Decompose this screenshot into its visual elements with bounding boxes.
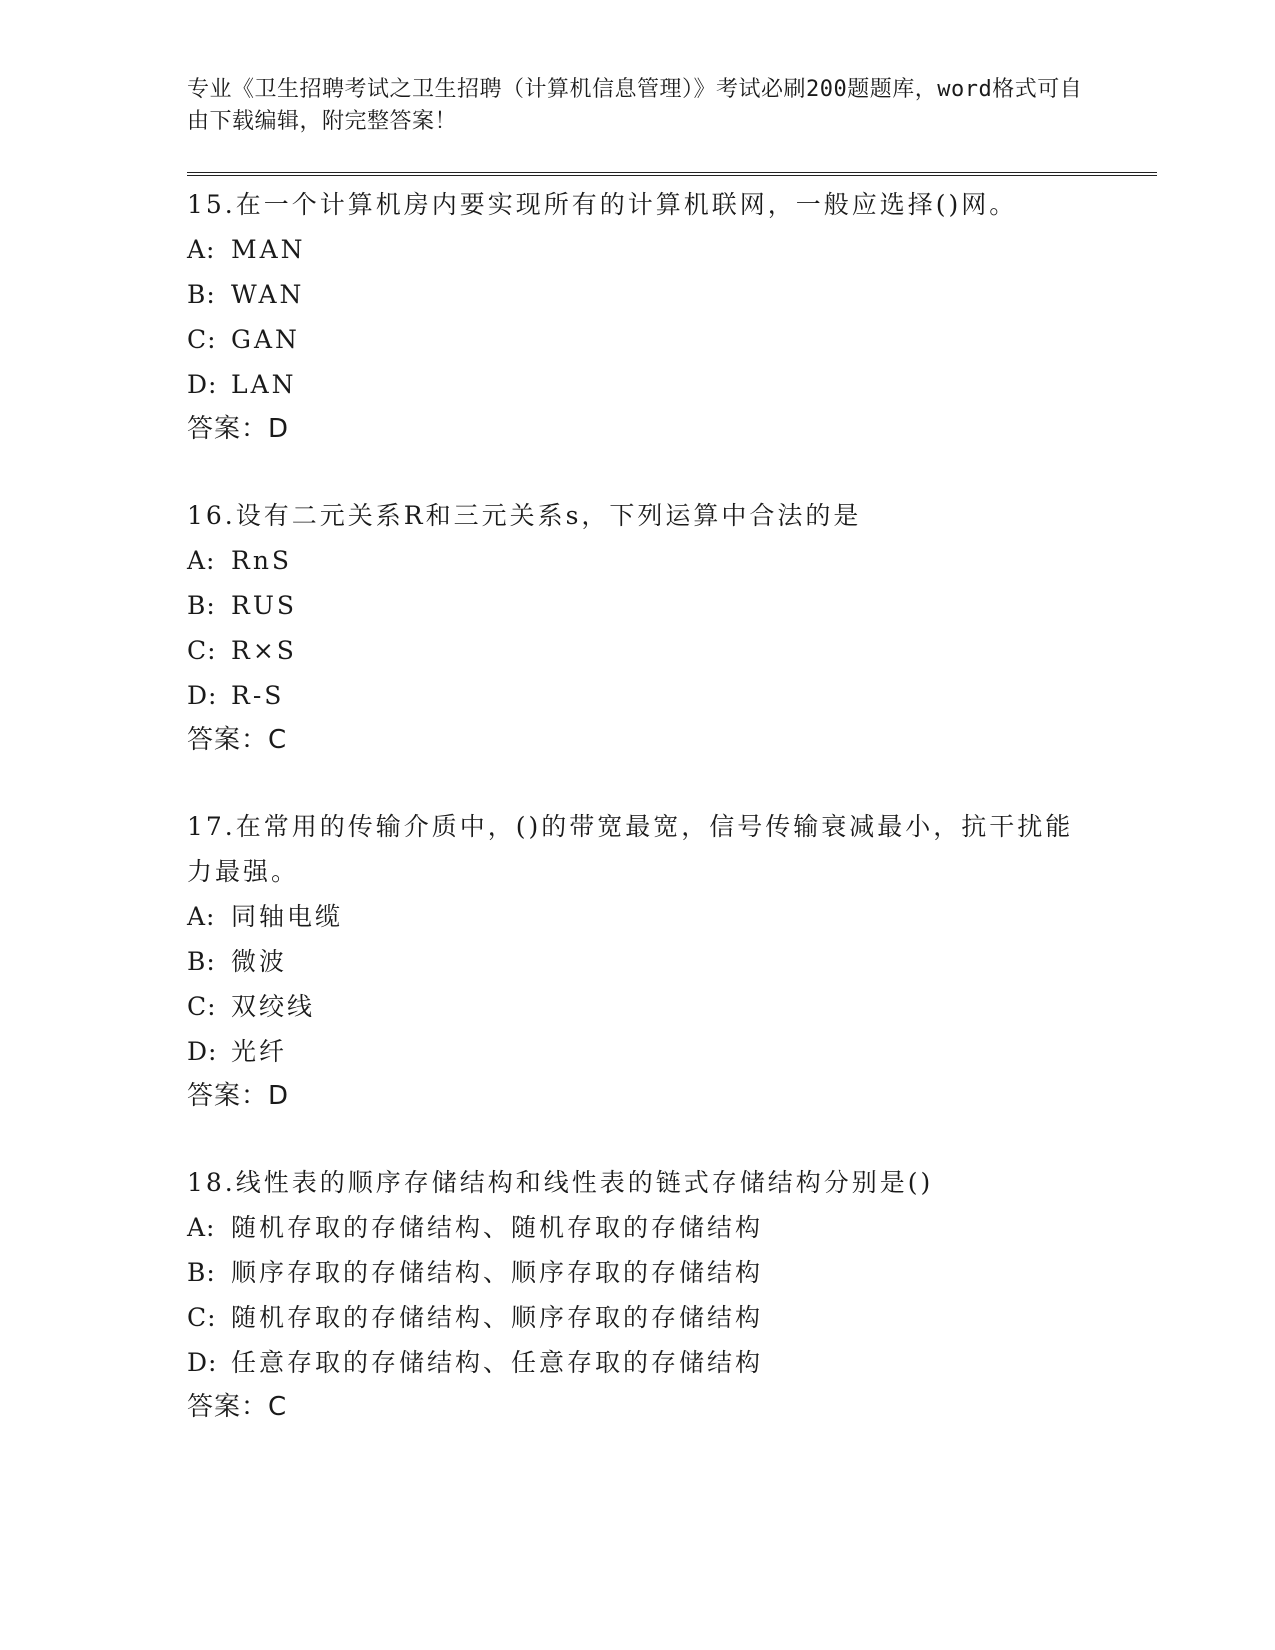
question-stem: 17.在常用的传输介质中，()的带宽最宽，信号传输衰减最小，抗干扰能力最强。	[187, 812, 1074, 886]
header-divider	[187, 172, 1157, 176]
question-option	[187, 984, 1157, 1029]
option-text: 双绞线	[231, 992, 316, 1021]
option-letter: D:	[187, 681, 218, 710]
option-text: 同轴电缆	[231, 902, 344, 931]
question-option	[187, 673, 1157, 718]
question-item	[187, 1160, 1157, 1430]
question-option	[187, 538, 1157, 583]
question-answer: 答案：C	[187, 725, 288, 755]
question-option	[187, 1250, 1157, 1295]
option-letter: D:	[187, 1037, 218, 1066]
question-answer: 答案：D	[187, 1081, 290, 1111]
question-option	[187, 362, 1157, 407]
option-letter: C:	[187, 636, 217, 665]
question-option	[187, 1205, 1157, 1250]
option-letter: A:	[187, 235, 216, 264]
option-text: MAN	[231, 235, 306, 264]
option-letter: D:	[187, 370, 218, 399]
option-text: LAN	[231, 370, 297, 399]
question-item	[187, 182, 1157, 452]
question-list	[187, 182, 1157, 1430]
option-text: RnS	[231, 546, 293, 575]
question-answer: 答案：C	[187, 1392, 288, 1422]
option-text: 微波	[231, 947, 288, 976]
option-letter: A:	[187, 546, 216, 575]
option-letter: D:	[187, 1348, 218, 1377]
document-page	[187, 74, 1157, 1471]
option-text: 随机存取的存储结构、随机存取的存储结构	[231, 1213, 764, 1242]
question-option	[187, 894, 1157, 939]
option-letter: B:	[187, 280, 216, 309]
option-text: 随机存取的存储结构、顺序存取的存储结构	[231, 1303, 764, 1332]
question-item	[187, 804, 1157, 1119]
option-text: R-S	[231, 681, 285, 710]
question-stem: 16.设有二元关系R和三元关系s，下列运算中合法的是	[187, 501, 862, 530]
question-option	[187, 272, 1157, 317]
question-option	[187, 1295, 1157, 1340]
option-text: R×S	[231, 636, 297, 665]
question-option	[187, 317, 1157, 362]
question-item	[187, 493, 1157, 763]
option-text: WAN	[231, 280, 305, 309]
question-option	[187, 227, 1157, 272]
option-letter: C:	[187, 992, 217, 1021]
option-text: 光纤	[231, 1037, 288, 1066]
option-letter: C:	[187, 325, 217, 354]
option-text: RUS	[231, 591, 298, 620]
option-letter: A:	[187, 902, 216, 931]
option-text: 任意存取的存储结构、任意存取的存储结构	[231, 1348, 764, 1377]
question-stem: 15.在一个计算机房内要实现所有的计算机联网，一般应选择()网。	[187, 190, 1018, 219]
option-letter: B:	[187, 947, 216, 976]
option-letter: B:	[187, 591, 216, 620]
option-letter: C:	[187, 1303, 217, 1332]
option-letter: A:	[187, 1213, 216, 1242]
question-option	[187, 939, 1157, 984]
option-text: GAN	[231, 325, 300, 354]
option-text: 顺序存取的存储结构、顺序存取的存储结构	[231, 1258, 764, 1287]
document-header: 专业《卫生招聘考试之卫生招聘（计算机信息管理）》考试必刷200题题库，word格式可自由下载编辑，附完整答案！	[187, 77, 1083, 134]
question-option	[187, 583, 1157, 628]
question-option	[187, 1340, 1157, 1385]
option-letter: B:	[187, 1258, 216, 1287]
question-stem: 18.线性表的顺序存储结构和线性表的链式存储结构分别是()	[187, 1168, 934, 1197]
question-option	[187, 628, 1157, 673]
question-answer: 答案：D	[187, 414, 290, 444]
question-option	[187, 1029, 1157, 1074]
